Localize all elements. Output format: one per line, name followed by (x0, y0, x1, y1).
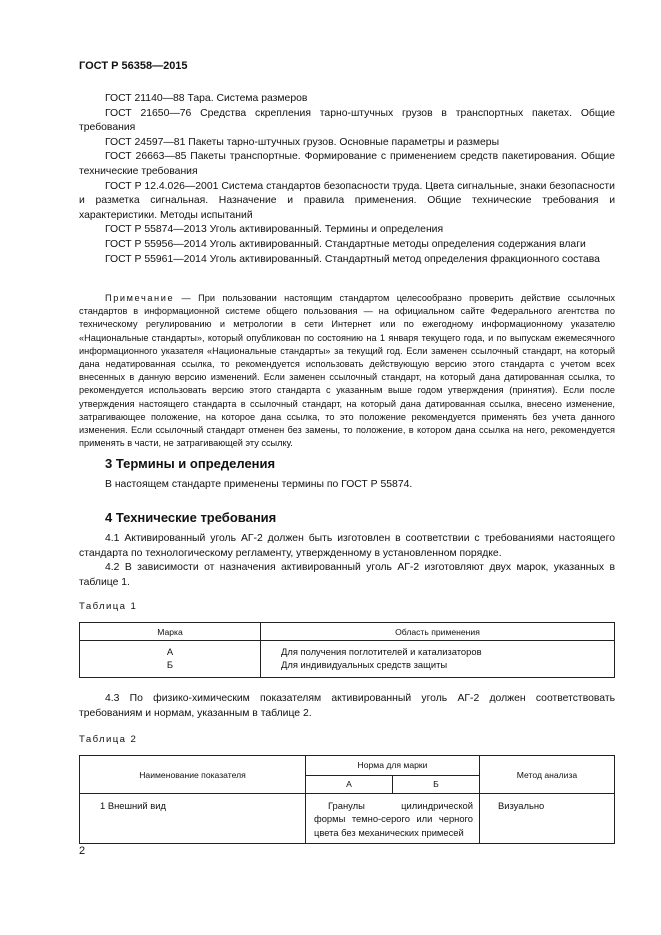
note-text: — При пользовании настоящим стандартом целесообразно проверить действие ссылочных стандартов в информационной системе общего пользования — на официальном сайте Федерального агентства по техническому регулированию и метрологии в сети Интернет или по ежегодному информационному указателю «Национальные стандарты», который опубликован по состоянию на 1 января текущего года, и по выпускам ежемесячного информационного указателя «Национальные стандарты» за текущий год. Если заменен ссылочный стандарт, на который дана недатированная ссылка, то рекомендуется использовать действующую версию этого стандарта с учетом всех внесенных в данную версию изменений. Если заменен ссылочный стандарт, на который дана датированная ссылка, то рекомендуется использовать версию этого стандарта с указанным выше годом утверждения (принятия). Если после утверждения настоящего стандарта в ссылочный стандарт, на который дана датированная ссылка, внесено изменение, затрагивающее положение, на которое дана ссылка, то это положение рекомендуется применять без учета данного изменения. Если ссылочный стандарт отменен без замены, то положение, в котором дана ссылка на него, рекомендуется применять в части, не затрагивающей эту ссылку. (79, 293, 615, 449)
use-a: Для получения поглотителей и катализаторов (281, 646, 482, 657)
grade-b: Б (166, 658, 174, 670)
table-header-grade-b: Б (393, 775, 480, 794)
indicator-cell: 1 Внешний вид (80, 794, 306, 844)
reference-item: ГОСТ 24597—81 Пакеты тарно-штучных грузов. Основные параметры и размеры (105, 136, 500, 148)
reference-item: ГОСТ Р 55956—2014 Уголь активированный. Стандартные методы определения содержания влаги (105, 238, 586, 250)
table-header-norm: Норма для марки (306, 756, 480, 776)
method-cell: Визуально (480, 794, 615, 844)
table-header-use: Область применения (261, 623, 615, 641)
table-header-indicator: Наименование показателя (80, 756, 306, 794)
reference-item: ГОСТ 26663—85 Пакеты транспортные. Формирование с применением средств пакетирования. Общие технические требования (79, 151, 615, 177)
reference-item: ГОСТ Р 55874—2013 Уголь активированный. Термины и определения (105, 224, 444, 236)
table-header-grade-a: А (306, 775, 393, 794)
table-2-caption: Таблица 2 (79, 734, 138, 745)
use-cell (261, 641, 615, 678)
use-b: Для индивидуальных средств защиты (281, 658, 448, 670)
normative-references (79, 92, 615, 267)
section-3-paragraph: В настоящем стандарте применены термины по ГОСТ Р 55874. (105, 479, 413, 490)
paragraph-4-1: 4.1 Активированный уголь АГ-2 должен быть изготовлен в соответствии с требованиями настоящего стандарта по технологическому регламенту, утвержденному в установленном порядке. (79, 533, 615, 559)
table-row (80, 794, 615, 844)
note-label: Примечание (105, 293, 175, 303)
document-header: ГОСТ Р 56358—2015 (79, 60, 188, 72)
paragraph-4-3: 4.3 По физико-химическим показателям активированный уголь АГ-2 должен соответствовать требованиям и нормам, указанным в таблице 2. (79, 693, 615, 719)
table-2 (79, 755, 615, 844)
references-note (79, 292, 615, 450)
section-4-text (79, 532, 615, 590)
page-number: 2 (79, 845, 86, 857)
paragraph-4-2: 4.2 В зависимости от назначения активированный уголь АГ-2 изготовляют двух марок, указанных в таблице 1. (79, 562, 615, 588)
norm-cell: Гранулы цилиндрической формы темно-серого или черного цвета без механических примесей (306, 794, 480, 844)
reference-item: ГОСТ Р 12.4.026—2001 Система стандартов безопасности труда. Цвета сигнальные, знаки безопасности и разметка сигнальная. Назначение и правила применения. Общие технические требования и характеристики. Методы испытаний (79, 180, 615, 221)
grade-a: А (166, 646, 174, 657)
table-header-method: Метод анализа (480, 756, 615, 794)
grade-cell (80, 641, 261, 678)
table-row (80, 641, 615, 678)
reference-item: ГОСТ 21140—88 Тара. Система размеров (105, 93, 308, 104)
section-4-heading: 4 Технические требования (105, 510, 277, 525)
reference-item: ГОСТ 21650—76 Средства скрепления тарно-штучных грузов в транспортных пакетах. Общие требования (79, 107, 615, 134)
table-1-caption: Таблица 1 (79, 601, 138, 612)
section-3-heading: 3 Термины и определения (105, 456, 276, 471)
table-header-grade: Марка (80, 623, 261, 641)
section-3-text (79, 478, 615, 493)
reference-item: ГОСТ Р 55961—2014 Уголь активированный. Стандартный метод определения фракционного состава (105, 253, 600, 265)
section-4-3-text (79, 692, 615, 721)
table-1 (79, 622, 615, 678)
